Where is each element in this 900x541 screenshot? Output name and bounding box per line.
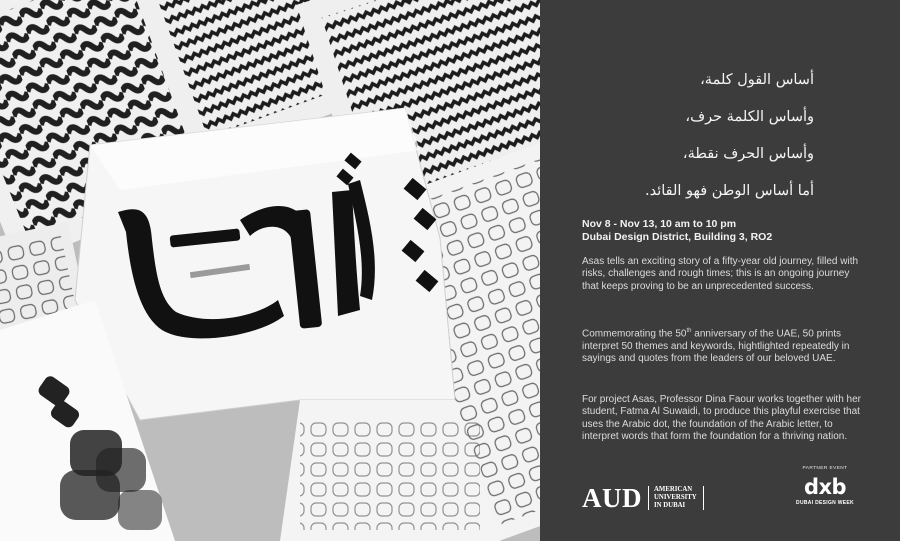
aud-logo-name [654, 486, 697, 510]
ordinal-suffix: th [686, 328, 692, 334]
poem-line: أما أساس الوطن فهو القائد. [644, 183, 814, 199]
description-paragraph-3: For project Asas, Professor Dina Faour works together with her student, Fatma Al Suwaidi, to produce this playful exercise that uses the Arabic dot, the foundation of the Arabic letter, to interpret words that form the foundation for a thriving nation. [582, 394, 862, 442]
dxb-logo-mark: dxb [803, 475, 847, 499]
arabic-poem [570, 62, 814, 210]
event-details [582, 218, 772, 244]
paragraph-2-end: anniversary of the UAE, 50 prints interpret 50 themes and keywords, hightlighted repeatedly in sayings and quotes from the leaders of our beloved UAE. [582, 328, 850, 364]
aud-logo [582, 480, 704, 516]
partner-event-label: PARTNER EVENT [802, 466, 848, 471]
poem-line: وأساس الحرف نقطة، [682, 146, 814, 162]
poem-line: وأساس الكلمة حرف، [685, 109, 814, 125]
info-panel [540, 0, 900, 541]
aud-logo-divider [648, 486, 649, 510]
paragraph-2-start: Commemorating the 50 [582, 328, 687, 340]
description-paragraph-1: Asas tells an exciting story of a fifty-year old journey, filled with risks, challenges and rough times; this is an ongoing journey that keeps proving to be an unprecedented success. [582, 256, 859, 292]
aud-name-line: AMERICAN [654, 486, 693, 493]
aud-logo-divider [703, 486, 704, 510]
dxb-logo-name: DUBAI DESIGN WEEK [796, 500, 854, 506]
event-dates: Nov 8 - Nov 13, 10 am to 10 pm [582, 218, 737, 230]
event-venue: Dubai Design District, Building 3, RO2 [582, 231, 773, 243]
aud-name-line: IN DUBAI [654, 502, 686, 509]
description-paragraph-2 [582, 325, 864, 365]
aud-name-line: UNIVERSITY [654, 494, 697, 501]
poem-line: أساس القول كلمة، [700, 72, 814, 88]
dxb-logo [790, 476, 860, 506]
aud-logo-mark: AUD [582, 482, 642, 513]
